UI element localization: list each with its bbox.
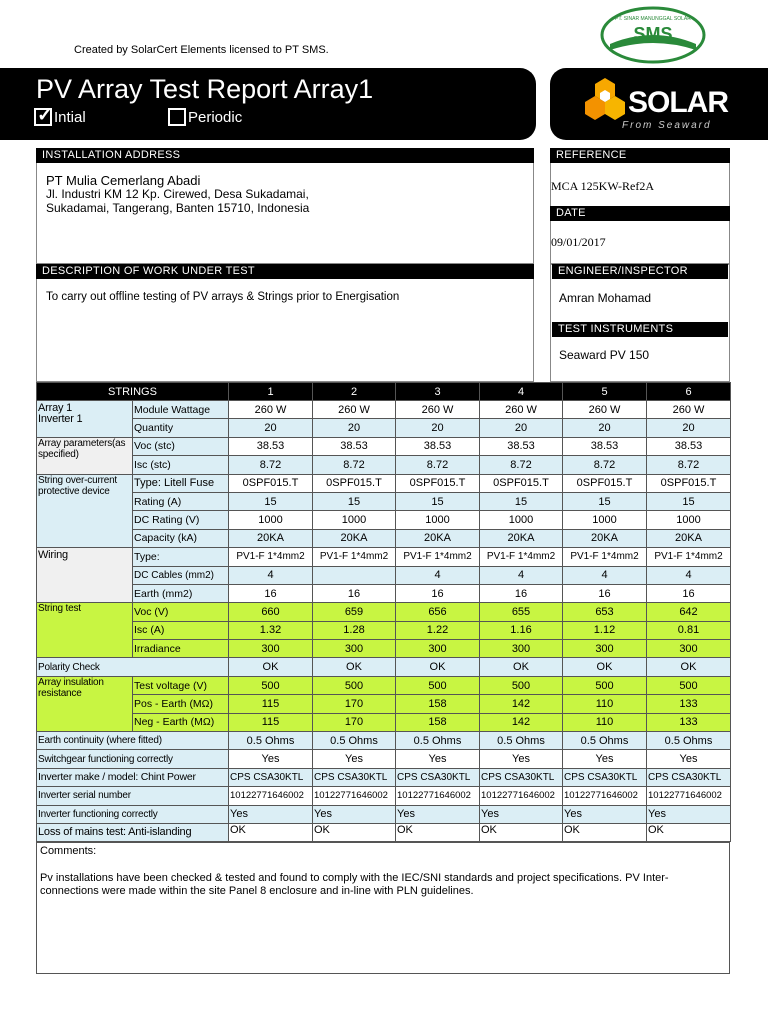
row-label: Rating (A) — [133, 492, 229, 510]
option-initial[interactable] — [34, 108, 86, 126]
page-title: PV Array Test Report Array1 — [36, 74, 374, 104]
table-cell: 300 — [480, 640, 563, 658]
credit-text: Created by SolarCert Elements licensed to PT SMS. — [74, 44, 329, 56]
table-cell: OK — [480, 823, 563, 841]
table-cell: 0.5 Ohms — [313, 732, 396, 750]
column-header: 2 — [313, 383, 396, 401]
table-cell: Yes — [313, 750, 396, 768]
column-header: 1 — [229, 383, 313, 401]
description-value: To carry out offline testing of PV arrays & Strings prior to Energisation — [46, 291, 400, 303]
table-cell: OK — [647, 823, 731, 841]
table-cell: OK — [396, 823, 480, 841]
table-row — [37, 713, 731, 731]
table-cell: 260 W — [396, 401, 480, 419]
table-cell: 0SPF015.T — [563, 474, 647, 492]
comments-label: Comments: — [40, 845, 97, 857]
table-cell: 1000 — [647, 511, 731, 529]
table-row — [37, 529, 731, 547]
table-cell: 158 — [396, 695, 480, 713]
table-cell: Yes — [229, 805, 313, 823]
table-cell: 659 — [313, 603, 396, 621]
table-cell: 1.22 — [396, 621, 480, 639]
table-cell: 300 — [563, 640, 647, 658]
table-cell: Yes — [563, 750, 647, 768]
column-header: 3 — [396, 383, 480, 401]
table-row — [37, 548, 731, 566]
group-label: Wiring — [37, 548, 133, 603]
table-row — [37, 732, 731, 750]
table-cell: 500 — [229, 676, 313, 694]
group-label: Array parameters(as specified) — [37, 437, 133, 474]
table-cell: 10122771646002 — [563, 787, 647, 805]
row-label: DC Rating (V) — [133, 511, 229, 529]
reference-value: MCA 125KW-Ref2A — [551, 179, 654, 193]
table-cell: OK — [313, 658, 396, 676]
table-cell: Yes — [229, 750, 313, 768]
table-row — [37, 658, 731, 676]
table-cell: 4 — [563, 566, 647, 584]
table-cell: PV1-F 1*4mm2 — [563, 548, 647, 566]
brand-name: SOLAR — [628, 86, 728, 119]
installation-address-line2: Sukadamai, Tangerang, Banten 15710, Indonesia — [46, 201, 310, 215]
strings-header: STRINGS — [37, 383, 229, 401]
table-cell: 115 — [229, 713, 313, 731]
table-cell: 115 — [229, 695, 313, 713]
table-cell: 0SPF015.T — [480, 474, 563, 492]
table-cell: 38.53 — [229, 437, 313, 455]
table-cell: 15 — [563, 492, 647, 510]
table-cell: 20KA — [396, 529, 480, 547]
group-label: String test — [37, 603, 133, 658]
table-cell: OK — [563, 823, 647, 841]
row-label: Irradiance — [133, 640, 229, 658]
row-label: Pos - Earth (MΩ) — [133, 695, 229, 713]
table-cell: Yes — [647, 805, 731, 823]
table-cell: 500 — [313, 676, 396, 694]
table-cell: Yes — [480, 805, 563, 823]
table-cell: OK — [229, 658, 313, 676]
table-cell: 38.53 — [480, 437, 563, 455]
table-cell: OK — [480, 658, 563, 676]
table-cell: 4 — [647, 566, 731, 584]
table-cell: 15 — [480, 492, 563, 510]
engineer-header: ENGINEER/INSPECTOR — [552, 264, 728, 279]
table-cell: 260 W — [647, 401, 731, 419]
group-label: String over-current protective device — [37, 474, 133, 548]
table-cell: Yes — [313, 805, 396, 823]
group-label: Array insulation resistance — [37, 676, 133, 731]
table-cell: 260 W — [563, 401, 647, 419]
row-label: Capacity (kA) — [133, 529, 229, 547]
table-cell: OK — [563, 658, 647, 676]
instruments-value: Seaward PV 150 — [559, 348, 650, 362]
group-label: Polarity Check — [37, 658, 229, 676]
table-cell: 10122771646002 — [229, 787, 313, 805]
option-periodic[interactable] — [168, 108, 242, 126]
table-cell: 0.5 Ohms — [647, 732, 731, 750]
comments-line1: Pv installations have been checked & tested and found to comply with the IEC/SNI standards and project specifications. PV Inter- — [40, 872, 669, 884]
table-cell: 1000 — [229, 511, 313, 529]
group-label: Inverter functioning correctly — [37, 805, 229, 823]
table-cell: 110 — [563, 713, 647, 731]
table-cell: 0SPF015.T — [229, 474, 313, 492]
table-cell: 142 — [480, 713, 563, 731]
table-row — [37, 456, 731, 474]
table-row — [37, 750, 731, 768]
table-cell: Yes — [647, 750, 731, 768]
table-cell: 0SPF015.T — [396, 474, 480, 492]
table-row — [37, 805, 731, 823]
table-cell: 1.28 — [313, 621, 396, 639]
table-cell: 133 — [647, 713, 731, 731]
reference-header: REFERENCE — [550, 148, 730, 163]
table-cell: 16 — [480, 584, 563, 602]
table-cell: 300 — [647, 640, 731, 658]
table-cell: 20 — [647, 419, 731, 437]
table-cell: 20 — [480, 419, 563, 437]
group-label: Inverter make / model: Chint Power — [37, 768, 229, 786]
table-cell: 1000 — [396, 511, 480, 529]
table-cell: 20 — [229, 419, 313, 437]
date-value: 09/01/2017 — [551, 235, 606, 249]
sms-logo-text: SMS — [633, 24, 673, 44]
table-row — [37, 640, 731, 658]
table-cell: 10122771646002 — [396, 787, 480, 805]
table-cell: 1000 — [480, 511, 563, 529]
installation-address-header: INSTALLATION ADDRESS — [36, 148, 534, 163]
table-cell — [313, 566, 396, 584]
table-cell: 38.53 — [396, 437, 480, 455]
row-label: Module Wattage — [133, 401, 229, 419]
table-row — [37, 566, 731, 584]
column-header: 6 — [647, 383, 731, 401]
installation-name: PT Mulia Cemerlang Abadi — [46, 173, 201, 188]
table-cell: OK — [313, 823, 396, 841]
table-cell: PV1-F 1*4mm2 — [229, 548, 313, 566]
row-label: Type: — [133, 548, 229, 566]
row-label: Test voltage (V) — [133, 676, 229, 694]
column-header: 4 — [480, 383, 563, 401]
table-cell: OK — [229, 823, 313, 841]
table-cell: CPS CSA30KTL — [229, 768, 313, 786]
table-cell: 500 — [563, 676, 647, 694]
table-cell: 656 — [396, 603, 480, 621]
table-cell: 20KA — [647, 529, 731, 547]
table-cell: 10122771646002 — [313, 787, 396, 805]
strings-table — [36, 382, 731, 842]
row-label: Quantity — [133, 419, 229, 437]
table-cell: Yes — [396, 750, 480, 768]
row-label: Type: Litell Fuse — [133, 474, 229, 492]
table-cell: 16 — [563, 584, 647, 602]
description-header: DESCRIPTION OF WORK UNDER TEST — [36, 264, 534, 279]
table-row — [37, 676, 731, 694]
table-cell: 170 — [313, 713, 396, 731]
table-cell: 0.5 Ohms — [563, 732, 647, 750]
instruments-header: TEST INSTRUMENTS — [552, 322, 728, 337]
table-cell: PV1-F 1*4mm2 — [647, 548, 731, 566]
table-cell: 4 — [229, 566, 313, 584]
comments-box — [36, 842, 730, 974]
table-cell: 500 — [480, 676, 563, 694]
row-label: Earth (mm2) — [133, 584, 229, 602]
table-cell: 1.32 — [229, 621, 313, 639]
table-cell: 10122771646002 — [480, 787, 563, 805]
table-cell: 8.72 — [647, 456, 731, 474]
table-cell: CPS CSA30KTL — [480, 768, 563, 786]
option-initial-label: Intial — [54, 108, 86, 126]
table-cell: 660 — [229, 603, 313, 621]
table-cell: 8.72 — [396, 456, 480, 474]
table-cell: Yes — [480, 750, 563, 768]
table-cell: 15 — [647, 492, 731, 510]
table-cell: 1.16 — [480, 621, 563, 639]
table-cell: 8.72 — [229, 456, 313, 474]
table-cell: 300 — [396, 640, 480, 658]
table-cell: 15 — [229, 492, 313, 510]
table-cell: 20KA — [480, 529, 563, 547]
comments-line2: connections were made within the site Panel 8 enclosure and in-line with PLN guidelines. — [40, 885, 474, 897]
table-cell: 16 — [313, 584, 396, 602]
table-row — [37, 823, 731, 841]
date-header: DATE — [550, 206, 730, 221]
table-cell: CPS CSA30KTL — [313, 768, 396, 786]
checkbox-icon[interactable] — [168, 108, 186, 126]
table-row — [37, 437, 731, 455]
table-cell: 260 W — [480, 401, 563, 419]
table-cell: PV1-F 1*4mm2 — [396, 548, 480, 566]
table-cell: 38.53 — [313, 437, 396, 455]
group-label: Switchgear functioning correctly — [37, 750, 229, 768]
row-label: Voc (V) — [133, 603, 229, 621]
table-cell: PV1-F 1*4mm2 — [313, 548, 396, 566]
table-cell: 1000 — [563, 511, 647, 529]
table-cell: 300 — [313, 640, 396, 658]
table-cell: 0.5 Ohms — [480, 732, 563, 750]
table-cell: 1000 — [313, 511, 396, 529]
option-periodic-label: Periodic — [188, 108, 243, 126]
table-row — [37, 768, 731, 786]
table-cell: 0.5 Ohms — [396, 732, 480, 750]
table-cell: 20 — [313, 419, 396, 437]
table-cell: 0SPF015.T — [647, 474, 731, 492]
table-row — [37, 621, 731, 639]
table-row — [37, 584, 731, 602]
table-cell: 1.12 — [563, 621, 647, 639]
row-label: Isc (stc) — [133, 456, 229, 474]
table-row — [37, 787, 731, 805]
table-cell: 20 — [563, 419, 647, 437]
row-label: Voc (stc) — [133, 437, 229, 455]
column-header: 5 — [563, 383, 647, 401]
table-cell: 260 W — [313, 401, 396, 419]
table-cell: 260 W — [229, 401, 313, 419]
table-cell: 4 — [396, 566, 480, 584]
sms-logo-arc-text: PT. SINAR MANUNGGAL SOLAR — [615, 16, 691, 22]
table-cell: CPS CSA30KTL — [563, 768, 647, 786]
table-cell: Yes — [396, 805, 480, 823]
table-cell: 20 — [396, 419, 480, 437]
table-cell: 16 — [229, 584, 313, 602]
table-cell: CPS CSA30KTL — [396, 768, 480, 786]
table-row — [37, 695, 731, 713]
checkbox-checked-icon[interactable] — [34, 108, 52, 126]
table-row — [37, 419, 731, 437]
table-row — [37, 492, 731, 510]
table-row — [37, 511, 731, 529]
engineer-value: Amran Mohamad — [559, 291, 652, 305]
table-cell: 0.5 Ohms — [229, 732, 313, 750]
row-label: Neg - Earth (MΩ) — [133, 713, 229, 731]
table-cell: 8.72 — [563, 456, 647, 474]
table-cell: OK — [647, 658, 731, 676]
table-row — [37, 401, 731, 419]
table-cell: 170 — [313, 695, 396, 713]
table-cell: 15 — [396, 492, 480, 510]
row-label: Isc (A) — [133, 621, 229, 639]
row-label: DC Cables (mm2) — [133, 566, 229, 584]
table-cell: 10122771646002 — [647, 787, 731, 805]
table-row — [37, 474, 731, 492]
table-cell: 0.81 — [647, 621, 731, 639]
table-cell: 500 — [396, 676, 480, 694]
table-cell: 300 — [229, 640, 313, 658]
table-row — [37, 603, 731, 621]
installation-address-line1: Jl. Industri KM 12 Kp. Cirewed, Desa Sukadamai, — [46, 187, 309, 201]
table-cell: Yes — [563, 805, 647, 823]
table-cell: 110 — [563, 695, 647, 713]
group-label: Loss of mains test: Anti-islanding — [37, 823, 229, 841]
table-cell: 8.72 — [480, 456, 563, 474]
table-cell: 133 — [647, 695, 731, 713]
table-cell: 0SPF015.T — [313, 474, 396, 492]
table-cell: 16 — [647, 584, 731, 602]
table-cell: PV1-F 1*4mm2 — [480, 548, 563, 566]
table-cell: CPS CSA30KTL — [647, 768, 731, 786]
table-cell: 653 — [563, 603, 647, 621]
table-cell: 20KA — [313, 529, 396, 547]
table-cell: 500 — [647, 676, 731, 694]
solar-hexagon-icon — [584, 76, 626, 120]
table-cell: 655 — [480, 603, 563, 621]
table-cell: 8.72 — [313, 456, 396, 474]
group-label: Inverter serial number — [37, 787, 229, 805]
table-cell: 142 — [480, 695, 563, 713]
table-header-row — [37, 383, 731, 401]
table-cell: OK — [396, 658, 480, 676]
description-box — [36, 264, 534, 382]
table-cell: 4 — [480, 566, 563, 584]
table-cell: 38.53 — [563, 437, 647, 455]
sms-logo — [600, 6, 706, 64]
table-cell: 38.53 — [647, 437, 731, 455]
brand-tagline: From Seaward — [622, 120, 712, 131]
group-label: Earth continuity (where fitted) — [37, 732, 229, 750]
table-cell: 15 — [313, 492, 396, 510]
table-cell: 20KA — [229, 529, 313, 547]
table-cell: 20KA — [563, 529, 647, 547]
table-cell: 16 — [396, 584, 480, 602]
table-cell: 158 — [396, 713, 480, 731]
array-inverter-label: Array 1 Inverter 1 — [37, 401, 133, 438]
table-cell: 642 — [647, 603, 731, 621]
